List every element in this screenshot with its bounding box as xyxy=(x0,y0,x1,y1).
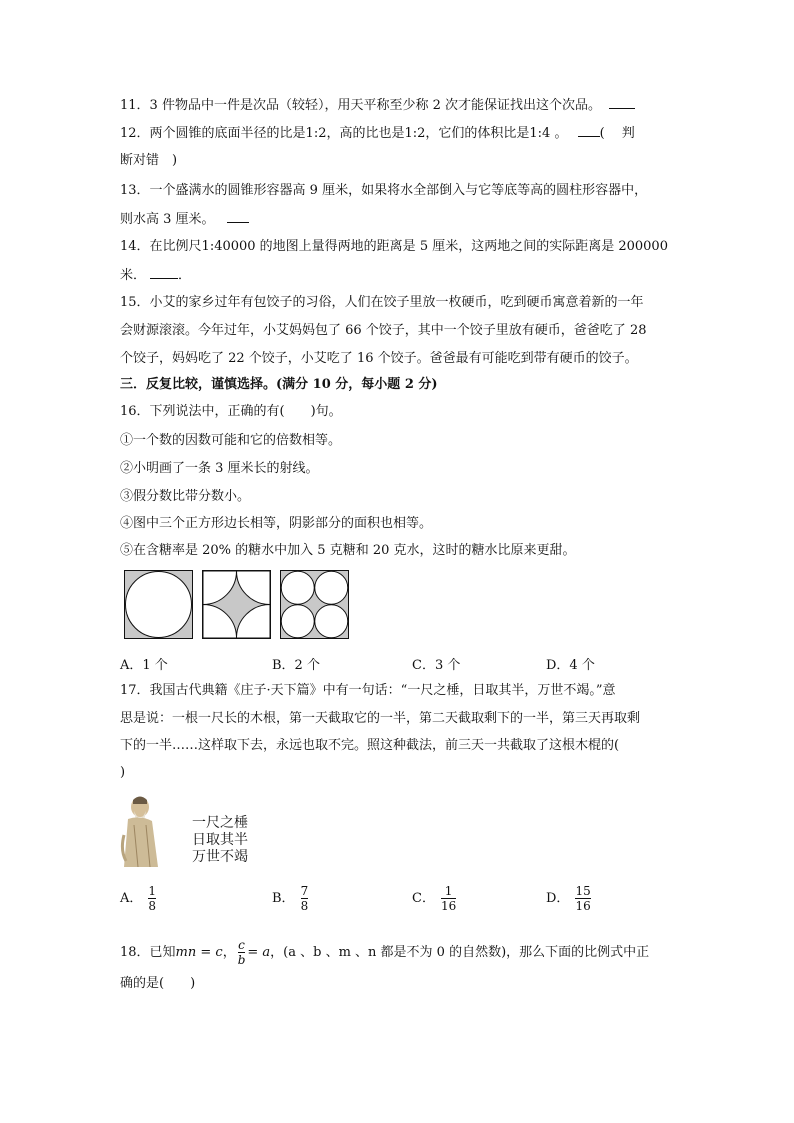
poem-line-1: 一尺之棰 xyxy=(192,815,248,831)
option-c[interactable]: C． $\frac{1}{16}$ xyxy=(412,884,457,913)
statement-1: ①一个数的因数可能和它的倍数相等。 xyxy=(120,433,342,448)
question-18: 18．已知mn = c， $\frac{c}{b}$ = a，(a 、b 、m 、n 都是不为 0 的自然数)，那么下面的比例式中正 xyxy=(120,938,650,967)
option-d[interactable]: D． $\frac{15}{16}$ xyxy=(546,884,591,913)
answer-blank[interactable] xyxy=(227,210,249,223)
question-15-cont-1: 会财源滚滚。今年过年，小艾妈妈包了 66 个饺子，其中一个饺子里放有硬币，爸爸吃了 28 xyxy=(120,323,647,338)
section-heading: 三．反复比较，谨慎选择。(满分 10 分，每小题 2 分) xyxy=(120,377,438,392)
zhuangzi-portrait-image xyxy=(120,795,168,867)
question-18-cont: 确的是( ) xyxy=(120,976,196,991)
question-16: 16．下列说法中，正确的有( )句。 xyxy=(120,404,342,419)
answer-blank[interactable] xyxy=(578,124,600,137)
question-14-cont: 米． ． xyxy=(120,268,192,283)
question-14: 14．在比例尺1:40000 的地图上量得两地的距离是 5 厘米，这两地之间的实际距离是 200000 xyxy=(120,239,668,254)
square-circle-figure xyxy=(124,570,193,639)
question-12-cont: 断对错 ) xyxy=(120,153,178,168)
question-13: 13．一个盛满水的圆锥形容器高 9 厘米，如果将水全部倒入与它等底等高的圆柱形容器中， xyxy=(120,183,648,198)
option-b[interactable]: B．2 个 xyxy=(272,658,320,673)
statement-4: ④图中三个正方形边长相等，阴影部分的面积也相等。 xyxy=(120,516,433,531)
answer-blank[interactable] xyxy=(609,96,635,109)
fraction: $\frac{c}{b}$ xyxy=(237,938,246,967)
question-12: 12．两个圆锥的底面半径的比是1:2，高的比也是1:2，它们的体积比是1:4 。 ( 判 xyxy=(120,126,635,141)
poem-line-3: 万世不竭 xyxy=(192,849,248,865)
question-13-cont: 则水高 3 厘米。 xyxy=(120,210,249,229)
question-15-cont-2: 个饺子，妈妈吃了 22 个饺子，小艾吃了 16 个饺子。爸爸最有可能吃到带有硬币的饺子。 xyxy=(120,351,638,366)
option-a[interactable]: A． $\frac{1}{8}$ xyxy=(120,884,157,913)
square-four-circles-figure xyxy=(280,570,349,639)
fraction: $\frac{1}{8}$ xyxy=(148,884,157,913)
question-15: 15．小艾的家乡过年有包饺子的习俗，人们在饺子里放一枚硬币，吃到硬币寓意着新的一年 xyxy=(120,295,644,310)
option-a[interactable]: A．1 个 xyxy=(120,658,168,673)
question-11: 11．3 件物品中一件是次品（较轻），用天平称至少称 2 次才能保证找出这个次品。 xyxy=(120,96,635,115)
option-b[interactable]: B． $\frac{7}{8}$ xyxy=(272,884,309,913)
answer-blank[interactable] xyxy=(150,266,178,279)
question-17-cont-2: 下的一半……这样取下去，永远也取不完。照这种截法，前三天一共截取了这根木棍的( xyxy=(120,738,620,753)
square-quarter-arcs-figure xyxy=(202,570,271,639)
poem-line-2: 日取其半 xyxy=(192,832,248,848)
fraction: $\frac{7}{8}$ xyxy=(300,884,309,913)
fraction: $\frac{1}{16}$ xyxy=(440,884,457,913)
option-d[interactable]: D．4 个 xyxy=(546,658,595,673)
fraction: $\frac{15}{16}$ xyxy=(575,884,591,913)
statement-2: ②小明画了一条 3 厘米长的射线。 xyxy=(120,461,319,476)
question-17: 17．我国古代典籍《庄子·天下篇》中有一句话：“一尺之棰，日取其半，万世不竭。”意 xyxy=(120,683,616,698)
statement-5: ⑤在含糖率是 20% 的糖水中加入 5 克糖和 20 克水，这时的糖水比原来更甜。 xyxy=(120,543,576,558)
question-17-cont-3: ) xyxy=(120,765,126,780)
option-c[interactable]: C．3 个 xyxy=(412,658,461,673)
question-17-cont-1: 思是说：一根一尺长的木根，第一天截取它的一半，第二天截取剩下的一半，第三天再取剩 xyxy=(120,711,641,726)
statement-3: ③假分数比带分数小。 xyxy=(120,489,251,504)
